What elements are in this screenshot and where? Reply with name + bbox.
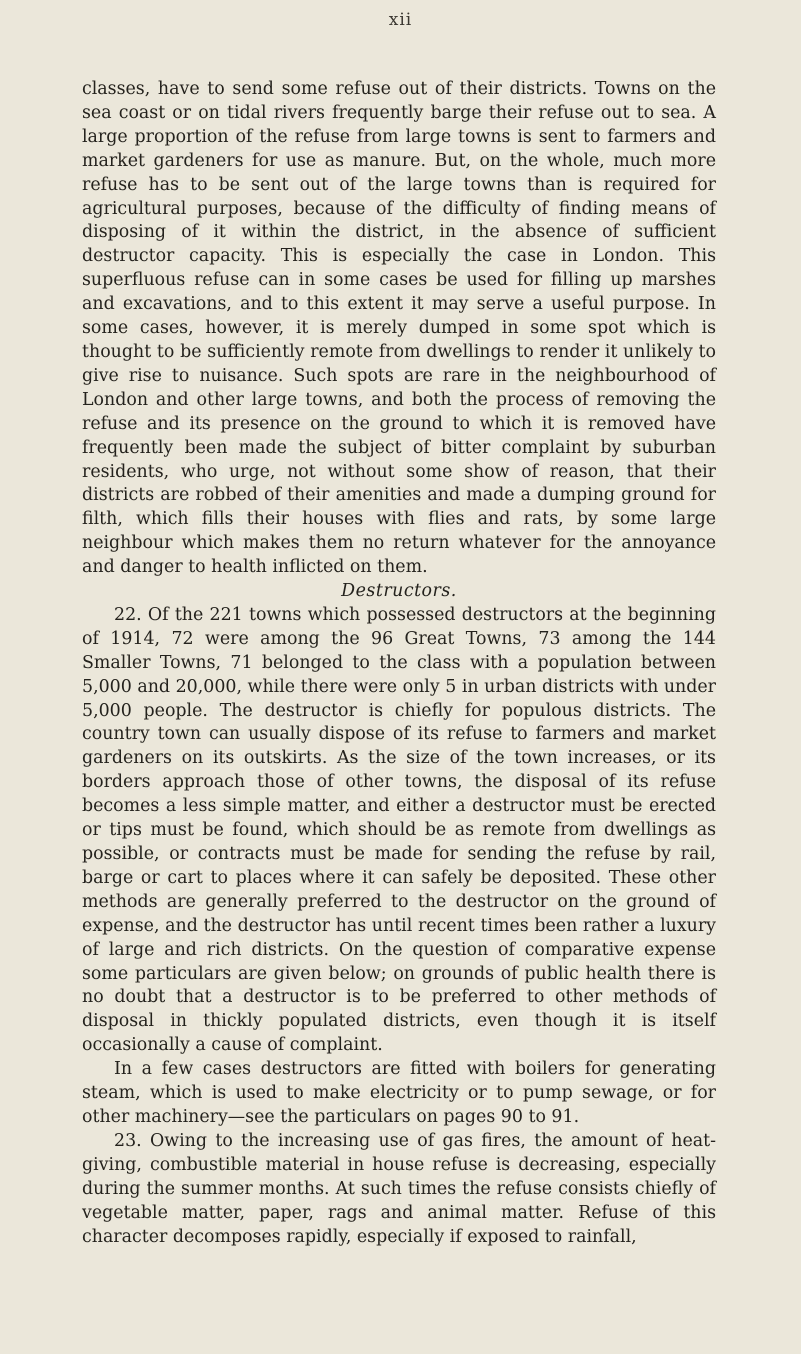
page-number: xii xyxy=(388,10,413,30)
text-body xyxy=(82,78,716,1249)
paragraph-22: 22. Of the 221 towns which possessed destructors at the beginning of 1914, 72 were among the 96 Great Towns, 73 among the 144 Smaller Towns, 71 belonged to the class with a population between 5,000 and 20,000, while there were only 5 in urban districts with under 5,000 people. The destructor is chiefly for populous districts. The country town can usually dispose of its refuse to farmers and market gardeners on its outskirts. As the size of the town increases, or its borders approach those of other towns, the disposal of its refuse becomes a less simple matter, and either a destructor must be erected or tips must be found, which should be as remote from dwellings as possible, or contracts must be made for sending the refuse by rail, barge or cart to places where it can safely be deposited. These other methods are generally preferred to the destructor on the ground of expense, and the destructor has until recent times been rather a luxury of large and rich districts. On the question of comparative expense some particulars are given below; on grounds of public health there is no doubt that a destructor is to be preferred to other methods of disposal in thickly populated districts, even though it is itself occasionally a cause of complaint. xyxy=(82,604,716,1056)
paragraph-boilers: In a few cases destructors are fitted with boilers for generating steam, which is used to make electricity or to pump sewage, or for other machinery—see the particulars on pages 90 to 91. xyxy=(82,1059,716,1127)
paragraph-23: 23. Owing to the increasing use of gas fires, the amount of heat-giving, combustible material in house refuse is decreasing, especially during the summer months. At such times the refuse consists chiefly of vegetable matter, paper, rags and animal matter. Refuse of this character decomposes rapidly, especially if exposed to rainfall, xyxy=(82,1130,716,1247)
section-heading: Destructors. xyxy=(341,581,457,602)
paragraph-continuation: classes, have to send some refuse out of their districts. Towns on the sea coast or on tidal rivers frequently barge their refuse out to sea. A large proportion of the refuse from large towns is sent to farmers and market gardeners for use as manure. But, on the whole, much more refuse has to be sent out of the large towns than is required for agricultural purposes, because of the difficulty of finding means of disposing of it within the district, in the absence of sufficient destructor capacity. This is especially the case in London. This superfluous refuse can in some cases be used for filling up marshes and excavations, and to this extent it may serve a useful purpose. In some cases, however, it is merely dumped in some spot which is thought to be sufficiently remote from dwellings to render it unlikely to give rise to nuisance. Such spots are rare in the neighbourhood of London and other large towns, and both the process of removing the refuse and its presence on the ground to which it is removed have frequently been made the subject of bitter complaint by suburban residents, who urge, not without some show of reason, that their districts are robbed of their amenities and made a dumping ground for filth, which fills their houses with flies and rats, by some large neighbour which makes them no return whatever for the annoyance and danger to health inflicted on them. xyxy=(82,79,716,578)
